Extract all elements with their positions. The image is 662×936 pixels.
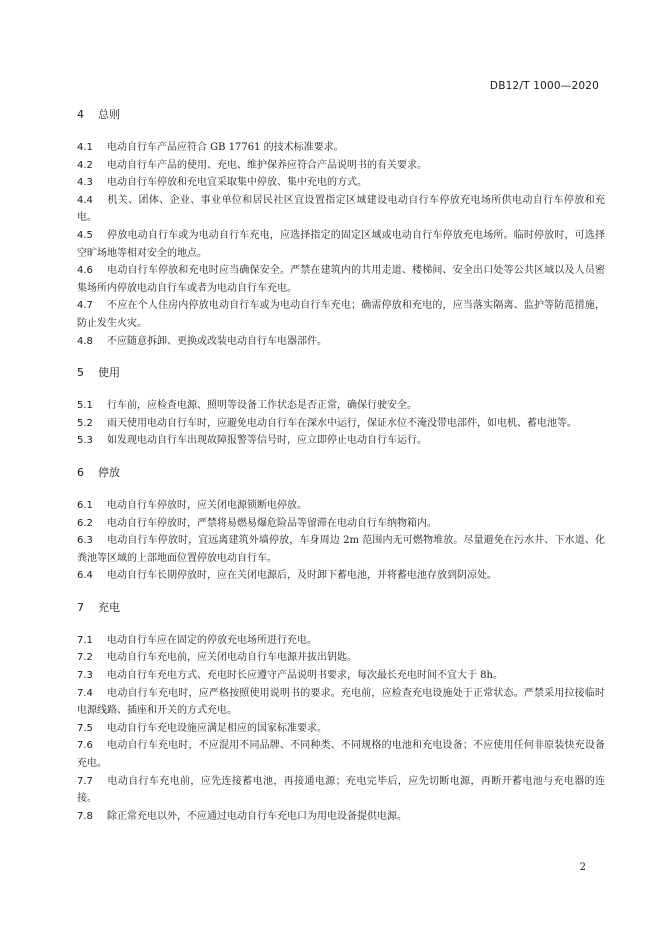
clause-text: 行车前，应检查电源、照明等设备工作状态是否正常，确保行驶安全。: [107, 400, 417, 412]
section-title: 充电: [98, 600, 120, 614]
clause-text: 电动自行车充电时，不应混用不同品牌、不同种类、不同规格的电池和充电设备；不应使用任何非原装快充设备充电。: [77, 740, 605, 770]
clause-number: 4.2: [77, 159, 93, 171]
clause-text: 机关、团体、企业、事业单位和居民社区宜设置指定区域建设电动自行车停放充电场所供电动自行车停放和充电。: [77, 194, 605, 224]
clause-number: 7.7: [77, 775, 93, 787]
clause-number: 7.3: [77, 670, 93, 682]
section-title: 使用: [98, 366, 120, 380]
clause-text: 电动自行车充电方式、充电时长应遵守产品说明书要求，每次最长充电时间不宜大于 8h。: [107, 670, 503, 682]
clause-number: 5.1: [77, 400, 93, 412]
section-number: 5: [77, 366, 84, 380]
clause-text: 电动自行车产品的使用、充电、维护保养应符合产品说明书的有关要求。: [107, 159, 427, 171]
clause-number: 6.2: [77, 517, 93, 529]
clause: [77, 262, 605, 297]
clause-text: 电动自行车充电前，应先连接蓄电池，再接通电源；充电完毕后，应先切断电源，再断开蓄电池与充电器的连接。: [77, 775, 605, 805]
clause: [77, 297, 605, 332]
clause-text: 电动自行车充电时，应严格按照使用说明书的要求。充电前，应检查充电设施处于正常状态。严禁采用拉接临时电源线路、插座和开关的方式充电。: [77, 687, 605, 717]
clause-text: 电动自行车长期停放时，应在关闭电源后，及时卸下蓄电池，并将蓄电池存放到阴凉处。: [107, 570, 497, 582]
clause-number: 4.1: [77, 142, 93, 153]
clause: [77, 415, 605, 433]
clause: [77, 773, 605, 808]
clause-text: 电动自行车停放时，应关闭电源锁断电停放。: [107, 499, 307, 511]
clause-text: 电动自行车停放时，宜远离建筑外墙停放，车身周边 2m 范围内无可燃物堆放。尽量避免在污水井、下水道、化粪池等区域的上部地面位置停放电动自行车。: [77, 535, 605, 564]
clause: [77, 192, 605, 227]
clause: [77, 720, 605, 738]
clause-text: 电动自行车充电设施应满足相应的国家标准要求。: [107, 722, 327, 734]
clause: [77, 432, 605, 450]
clause-text: 电动自行车停放时，严禁将易燃易爆危险品等留滞在电动自行车纳物箱内。: [107, 517, 437, 529]
clause-number: 4.7: [77, 300, 93, 312]
clause: [77, 667, 605, 685]
clause-number: 7.6: [77, 740, 93, 752]
clause: [77, 737, 605, 772]
section-heading: [77, 364, 605, 382]
section-charging: [77, 599, 605, 826]
document-code: DB12/T 1000—2020: [489, 80, 599, 92]
section-use: [77, 364, 605, 450]
clause-text: 不应随意拆卸、更换或改装电动自行车电器部件。: [107, 335, 327, 347]
section-heading: [77, 599, 605, 617]
clause-number: 4.6: [77, 265, 93, 277]
section-heading: [77, 106, 605, 124]
clause-number: 4.5: [77, 229, 93, 241]
document-body: [77, 106, 605, 839]
clause-text: 电动自行车产品应符合 GB 17761 的技术标准要求。: [107, 142, 344, 153]
section-number: 4: [77, 108, 84, 121]
clause-number: 4.4: [77, 194, 93, 206]
clause-text: 停放电动自行车或为电动自行车充电，应选择指定的固定区域或电动自行车停放充电场所。临时停放时，可选择空旷场地等相对安全的地点。: [77, 229, 605, 259]
section-number: 6: [77, 465, 84, 479]
clause-text: 除正常充电以外，不应通过电动自行车充电口为用电设备提供电源。: [107, 810, 407, 822]
clause: [77, 497, 605, 515]
clause: [77, 649, 605, 667]
clause: [77, 808, 605, 826]
clause-number: 6.4: [77, 570, 93, 582]
clause: [77, 139, 605, 157]
section-general: [77, 106, 605, 350]
clause-number: 4.3: [77, 177, 93, 189]
section-title: 停放: [98, 465, 120, 479]
clause-text: 雨天使用电动自行车时，应避免电动自行车在深水中运行，保证水位不淹没带电部件，如电机、蓄电池等。: [107, 417, 577, 429]
clause-text: 不应在个人住房内停放电动自行车或为电动自行车充电；确需停放和充电的，应当落实隔离、监护等防范措施，防止发生火灾。: [77, 300, 605, 329]
clause-text: 电动自行车充电前，应关闭电动自行车电源并拔出钥匙。: [107, 652, 357, 664]
clause-number: 7.1: [77, 634, 93, 646]
clause: [77, 397, 605, 415]
clause-number: 6.3: [77, 535, 93, 547]
clause: [77, 567, 605, 585]
page-number: 2: [579, 862, 586, 873]
clause: [77, 157, 605, 175]
clause: [77, 227, 605, 262]
clause: [77, 333, 605, 351]
clause-number: 4.8: [77, 335, 93, 347]
section-heading: [77, 464, 605, 482]
clause-number: 5.3: [77, 435, 93, 447]
section-parking: [77, 464, 605, 585]
section-number: 7: [77, 600, 84, 614]
clause: [77, 532, 605, 567]
section-title: 总则: [98, 108, 120, 121]
clause: [77, 685, 605, 720]
clause-number: 7.2: [77, 652, 93, 664]
clause-text: 电动自行车停放和充电时应当确保安全。严禁在建筑内的共用走道、楼梯间、安全出口处等公共区域以及人员密集场所内停放电动自行车或者为电动自行车充电。: [77, 265, 605, 294]
clause-number: 6.1: [77, 499, 93, 511]
clause-text: 如发现电动自行车出现故障报警等信号时，应立即停止电动自行车运行。: [107, 435, 427, 447]
clause-text: 电动自行车停放和充电宜采取集中停放、集中充电的方式。: [107, 177, 367, 189]
clause-number: 7.4: [77, 687, 93, 699]
clause-number: 5.2: [77, 417, 93, 429]
clause-number: 7.5: [77, 722, 93, 734]
clause: [77, 632, 605, 650]
clause-number: 7.8: [77, 810, 93, 822]
clause: [77, 515, 605, 533]
clause: [77, 174, 605, 192]
clause-text: 电动自行车应在固定的停放充电场所进行充电。: [107, 634, 317, 646]
